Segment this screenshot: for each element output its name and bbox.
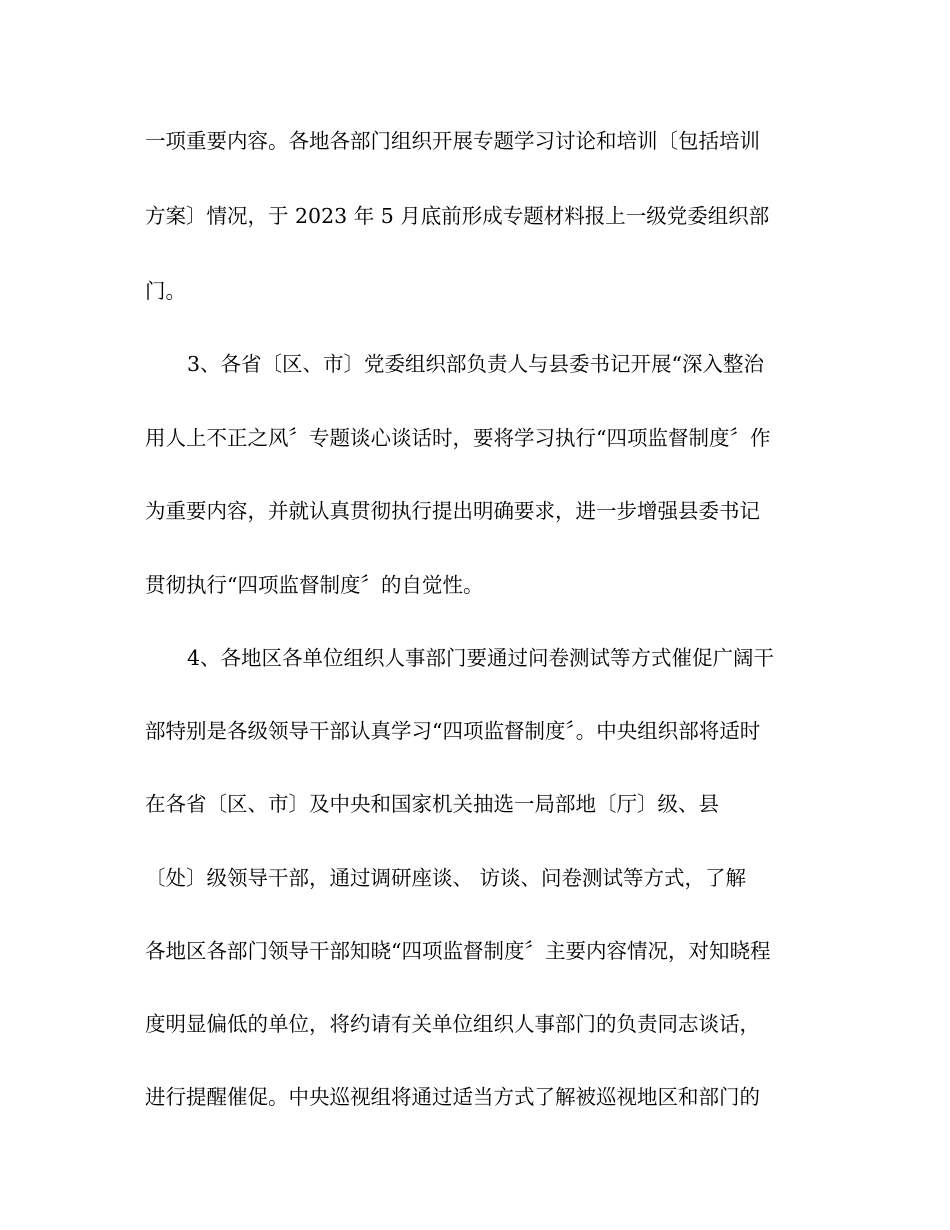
paragraph-line: 3、各省〔区、市〕党委组织部负责人与县委书记开展“深入整治 (187, 352, 765, 376)
paragraph-line: 进行提醒催促。中央巡视组将通过适当方式了解被巡视地区和部门的 (145, 1085, 760, 1109)
paragraph-line: 方案〕情况，于 2023 年 5 月底前形成专题材料报上一级党委组织部 (145, 204, 770, 228)
paragraph-line: 贯彻执行“四项监督制度〞的自觉性。 (145, 573, 484, 597)
paragraph-line: 度明显偏低的单位，将约请有关单位组织人事部门的负责同志谈话， (145, 1012, 760, 1036)
paragraph-line: 各地区各部门领导干部知晓“四项监督制度〞主要内容情况，对知晓程 (145, 939, 771, 963)
paragraph-line: 〔处〕级领导干部，通过调研座谈、 访谈、问卷测试等方式，了解 (145, 866, 747, 890)
paragraph-line: 为重要内容，并就认真贯彻执行提出明确要求，进一步增强县委书记 (145, 499, 760, 523)
paragraph-line: 用人上不正之风〞专题谈心谈话时，要将学习执行“四项监督制度〞作 (145, 426, 771, 450)
paragraph-line: 一项重要内容。各地各部门组织开展专题学习讨论和培训〔包括培训 (145, 129, 760, 153)
paragraph-line: 4、各地区各单位组织人事部门要通过问卷测试等方式催促广阔干 (187, 646, 775, 670)
paragraph-line: 门。 (145, 279, 186, 303)
paragraph-line: 在各省〔区、市〕及中央和国家机关抽选一局部地〔厅〕级、县 (145, 792, 719, 816)
paragraph-line: 部特别是各级领导干部认真学习“四项监督制度〞。中央组织部将适时 (145, 719, 761, 743)
